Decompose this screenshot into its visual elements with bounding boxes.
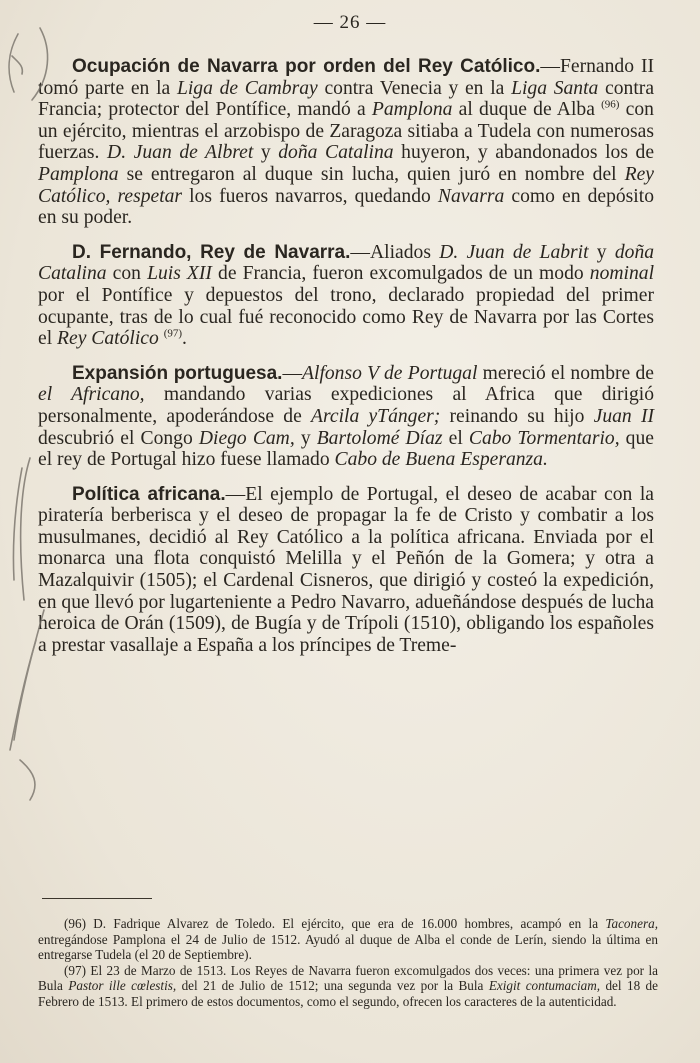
text-run: y <box>253 142 279 164</box>
paragraph-body <box>38 484 654 656</box>
footnote-ref: (97) <box>163 327 183 340</box>
text-run: del 18 de Febrero de 1513. El primero de estos documentos, como el segundo, ofrecen los caracteres de la autenticidad. <box>38 978 659 1009</box>
text-run: —El ejemplo de Portugal, el deseo de acabar con la piratería berberisca y el deseo de propagar la fe de Cristo y combatir a los musulmanes, decidió al Rey Católico a la política africana. Enviada por el monarca una flota conquistó Melilla y el Peñón de la Gomera; y otra a Mazalquivir (1505); el Cardenal Cisneros, que dirigió y costeó la expedición, en que llevó por lugarteniente a Pedro Navarro, adueñándose después de lucha heroica de Orán (1509), de Bugía y de Trípoli (1510), obligando los españoles a prestar vasallaje a España a los príncipes de Treme- <box>38 483 655 656</box>
italic-text: Juan II <box>593 405 654 427</box>
footnote-ref: (96) <box>601 98 620 111</box>
paragraph <box>38 484 654 657</box>
footnote <box>38 916 658 963</box>
paragraph <box>38 56 654 229</box>
text-run: huyeron, y abandonados los de <box>393 142 655 164</box>
paragraph-heading: Ocupación de Navarra por orden del Rey Católico. <box>72 56 541 77</box>
italic-text: Navarra <box>437 185 505 207</box>
italic-text: el Africano, <box>38 384 145 406</box>
italic-text: Cabo Tormentario, <box>468 427 620 449</box>
italic-text: Cabo de Buena Esperanza. <box>334 449 548 471</box>
text-run: al duque de Alba <box>452 99 602 121</box>
text-run: (97) El 23 de Marzo de 1513. Los Reyes de Navarra fueron excomulgados dos veces: una primera vez por la Bula <box>38 962 658 994</box>
italic-text: doña Catalina <box>38 241 655 285</box>
text-run: como en depósito en su poder. <box>38 185 654 229</box>
italic-text: Pamplona <box>371 99 453 121</box>
text-run: mereció el nombre de <box>477 362 654 384</box>
italic-text: nominal <box>589 263 655 285</box>
text-run: — <box>282 362 303 384</box>
text-run: y <box>588 241 615 263</box>
text-run: del 21 de Julio de 1512; una segunda vez por la Bula <box>176 978 489 994</box>
paragraph <box>38 363 654 471</box>
text-run: y <box>294 427 317 449</box>
paragraph-heading: Política africana. <box>72 483 226 505</box>
text-run: por el Pontífice y depuestos del trono, declarado propiedad del primer ocupante, tras de lo cual fué reconocido como Rey de Navarra por las Cortes el <box>38 284 654 350</box>
italic-text: Diego Cam, <box>198 427 295 449</box>
italic-text: Rey Católico <box>57 328 159 350</box>
italic-text: Bartolomé Díaz <box>316 427 443 449</box>
page-number: — 26 — <box>313 12 387 33</box>
paragraph-body <box>38 56 654 228</box>
text-run: con <box>106 263 148 285</box>
italic-text: Rey Católico, respetar <box>38 163 654 207</box>
italic-text: doña Catalina <box>278 142 394 164</box>
paragraph <box>38 242 654 350</box>
paragraph-heading: Expansión portuguesa. <box>72 362 283 384</box>
italic-text: Luis XII <box>147 263 212 285</box>
main-text <box>38 56 654 669</box>
text-run: los fueros navarros, quedando <box>182 185 438 207</box>
footnote-divider <box>42 898 152 899</box>
italic-text: D. Juan de Labrit <box>439 241 589 263</box>
italic-text: Taconera, <box>605 916 658 931</box>
text-run: contra Francia; protector del Pontífice, mandó a <box>38 77 655 121</box>
text-run: —Fernando II tomó parte en la <box>38 56 654 99</box>
text-run: (96) D. Fadrique Alvarez de Toledo. El ejército, que era de 16.000 hombres, acampó en la <box>64 916 606 931</box>
italic-text: Liga de Cambray <box>176 77 318 99</box>
text-run: que el rey de Portugal hizo fuese llamado <box>38 427 654 471</box>
italic-text: Arcila yTánger; <box>311 405 441 427</box>
footnotes <box>38 916 658 1010</box>
text-run: reinando su hijo <box>440 405 594 427</box>
italic-text: Pastor ille cœlestis, <box>68 978 177 994</box>
text-run: de Francia, fueron excomulgados de un modo <box>211 263 590 285</box>
text-run: se entregaron al duque sin lucha, quien juró en nombre del <box>118 163 625 185</box>
text-run: entregándose Pamplona el 24 de Julio de 1512. Ayudó al duque de Alba el conde de Lerín, siendo la última en entregarse Tudela (el 20 de Septiembre). <box>38 931 658 963</box>
italic-text: Liga Santa <box>511 77 599 99</box>
italic-text: D. Juan de Albret <box>107 142 254 164</box>
text-run: con un ejército, mientras el arzobispo de Zaragoza sitiaba a Tudela con numerosas fuerzas. <box>38 99 654 164</box>
italic-text: Alfonso V de Portugal <box>302 362 478 384</box>
text-run: contra Venecia y en la <box>317 77 512 99</box>
italic-text: Exigit contumaciam, <box>488 978 601 994</box>
italic-text: Pamplona <box>38 163 119 185</box>
footnote <box>38 963 658 1010</box>
text-run: . <box>182 328 187 350</box>
paragraph-heading: D. Fernando, Rey de Navarra. <box>72 241 351 263</box>
text-run: mandando varias expediciones al Africa que dirigió personalmente, apoderándose de <box>38 384 655 427</box>
text-run: el <box>442 427 469 449</box>
text-run: descubrió el Congo <box>38 427 199 449</box>
text-run: —Aliados <box>350 241 440 263</box>
